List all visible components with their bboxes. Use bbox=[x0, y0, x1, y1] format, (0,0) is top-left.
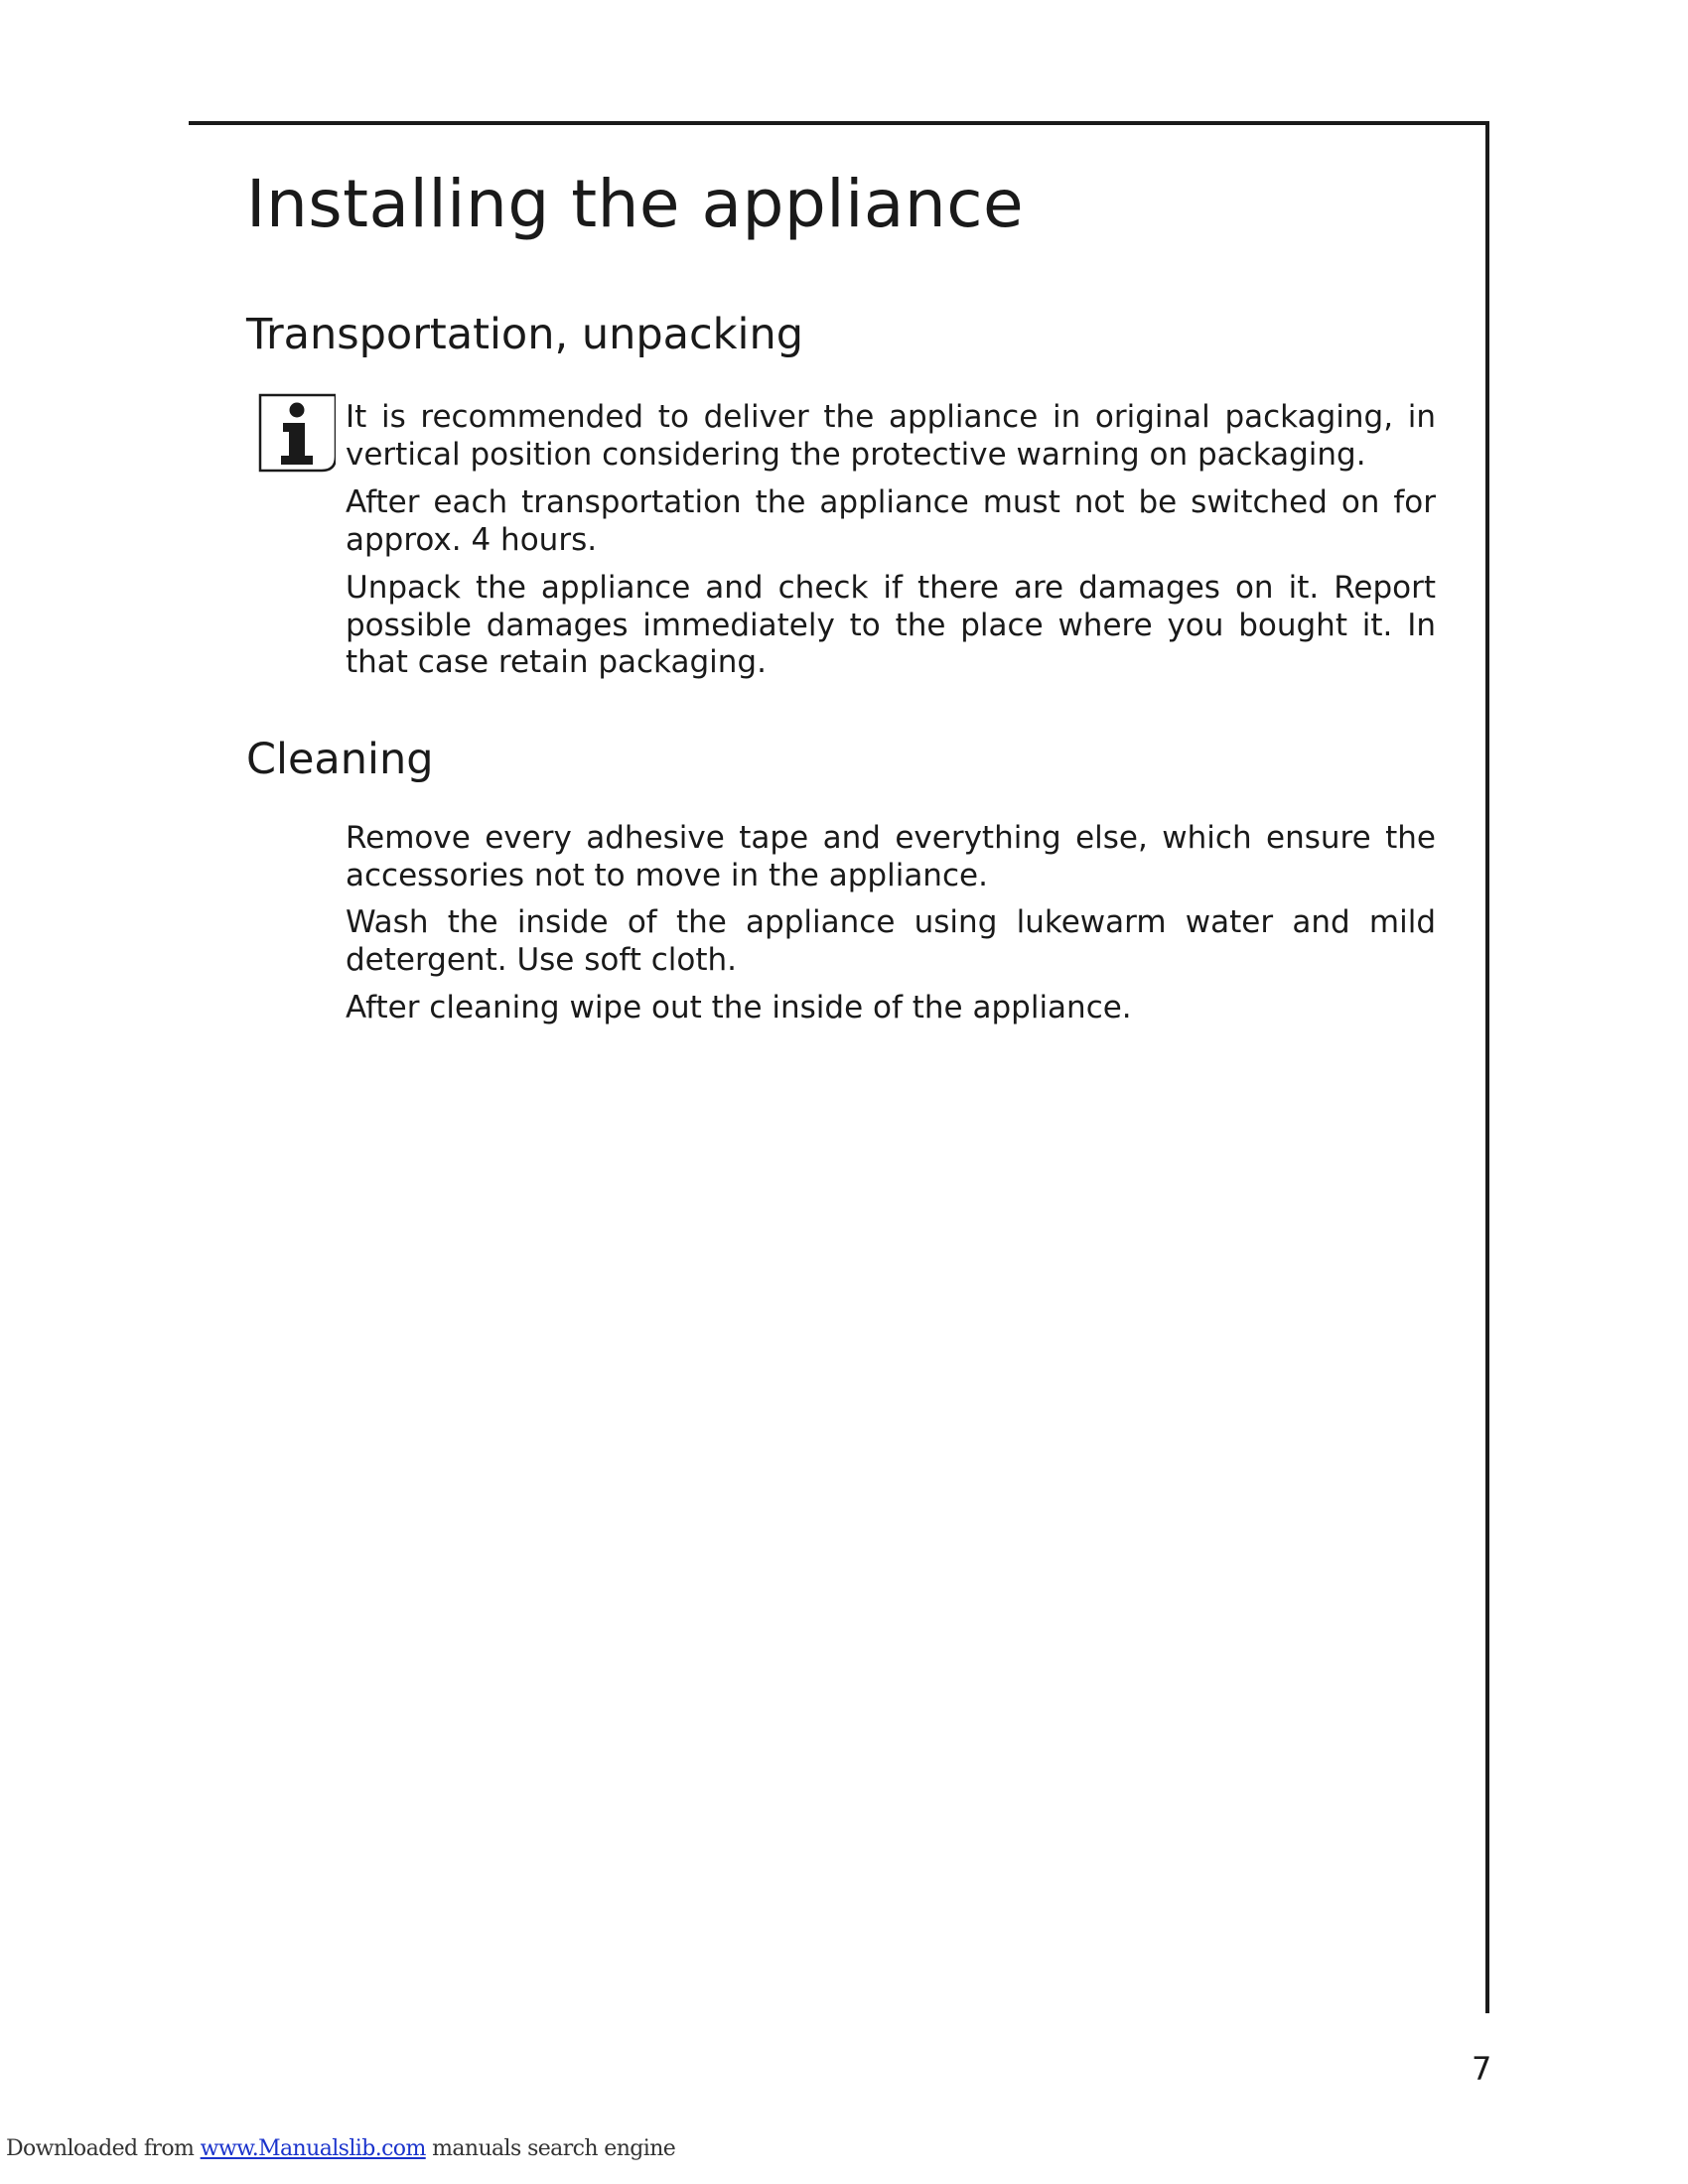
footer bbox=[6, 2134, 675, 2164]
footer-prefix: Downloaded from bbox=[6, 2136, 195, 2161]
info-icon bbox=[256, 393, 336, 473]
paragraph-remove-tape: Remove every adhesive tape and everything else, which ensure the accessories not to move in the appliance. bbox=[346, 820, 1436, 893]
paragraph-unpack: Unpack the appliance and check if there are damages on it. Report possible damages immediately to the place where you bought it. In that case retain packaging. bbox=[346, 570, 1436, 680]
paragraph-wipe-out: After cleaning wipe out the inside of the appliance. bbox=[346, 990, 1132, 1025]
paragraph-transport-wait: After each transportation the appliance must not be switched on for approx. 4 hours. bbox=[346, 484, 1436, 558]
section-heading-transportation: Transportation, unpacking bbox=[246, 310, 804, 359]
page-title: Installing the appliance bbox=[246, 166, 1025, 242]
footer-link[interactable]: www.Manualslib.com bbox=[200, 2136, 426, 2161]
side-rule bbox=[1485, 121, 1489, 2013]
paragraph-wash-inside: Wash the inside of the appliance using lukewarm water and mild detergent. Use soft cloth. bbox=[346, 904, 1436, 978]
section-heading-cleaning: Cleaning bbox=[246, 735, 434, 784]
paragraph-delivery: It is recommended to deliver the appliance in original packaging, in vertical position considering the protective warning on packaging. bbox=[346, 399, 1436, 473]
top-rule bbox=[189, 121, 1489, 125]
page-number: 7 bbox=[1472, 2050, 1492, 2088]
footer-suffix: manuals search engine bbox=[432, 2136, 676, 2161]
